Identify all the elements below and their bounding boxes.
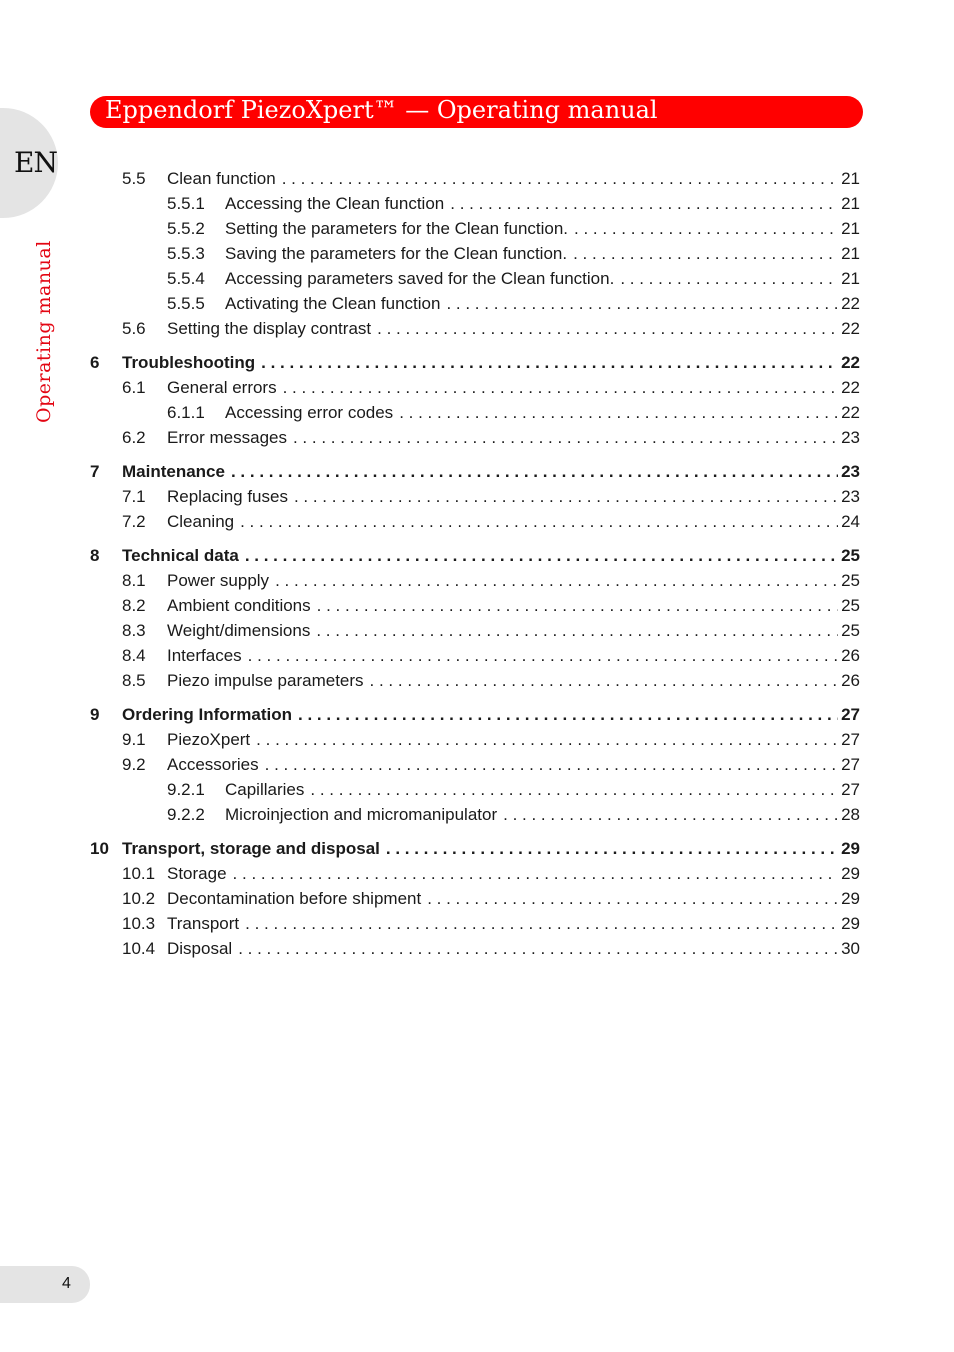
toc-entry-number: 9.2.2	[167, 805, 205, 824]
toc-dot-leader	[238, 936, 838, 961]
toc-entry-number: 6.1.1	[167, 403, 205, 422]
toc-entry-sub[interactable]	[90, 266, 860, 291]
toc-entry-title: Accessories	[167, 755, 259, 774]
toc-entry-title: Accessing the Clean function	[225, 194, 445, 213]
toc-entry-title: Saving the parameters for the Clean function.	[225, 244, 568, 263]
toc-dot-leader	[446, 291, 838, 316]
toc-entry-number: 9.2	[122, 755, 146, 774]
toc-entry-title: Ordering Information	[122, 705, 292, 724]
toc-dot-leader	[282, 166, 838, 191]
toc-entry-section[interactable]	[90, 568, 860, 593]
toc-entry-number: 7.1	[122, 487, 146, 506]
toc-dot-leader	[283, 375, 838, 400]
toc-entry-title: Setting the parameters for the Clean function.	[225, 219, 569, 238]
toc-entry-page: 24	[841, 512, 860, 531]
toc-entry-page: 25	[841, 546, 860, 565]
toc-entry-page: 23	[841, 487, 860, 506]
toc-entry-section[interactable]	[90, 936, 860, 961]
toc-entry-page: 27	[841, 730, 860, 749]
toc-entry-title: Capillaries	[225, 780, 305, 799]
toc-dot-leader	[298, 702, 838, 727]
toc-dot-leader	[377, 316, 838, 341]
toc-entry-title: Microinjection and micromanipulator	[225, 805, 498, 824]
toc-entry-title: Piezo impulse parameters	[167, 671, 364, 690]
toc-dot-leader	[275, 568, 838, 593]
toc-entry-section[interactable]	[90, 484, 860, 509]
toc-dot-leader	[370, 668, 839, 693]
toc-entry-chapter[interactable]	[90, 836, 860, 861]
toc-entry-number: 7	[90, 462, 100, 481]
toc-dot-leader	[574, 216, 838, 241]
toc-entry-title: Decontamination before shipment	[167, 889, 422, 908]
toc-entry-sub[interactable]	[90, 241, 860, 266]
toc-entry-page: 22	[841, 403, 860, 422]
toc-entry-sub[interactable]	[90, 777, 860, 802]
toc-dot-leader	[231, 459, 838, 484]
document-title: Eppendorf PiezoXpert™ — Operating manual	[105, 96, 658, 124]
toc-dot-leader	[427, 886, 838, 911]
toc-entry-number: 10.4	[122, 939, 156, 958]
toc-dot-leader	[450, 191, 838, 216]
toc-entry-page: 21	[841, 219, 860, 238]
toc-entry-title: Accessing parameters saved for the Clean function.	[225, 269, 615, 288]
toc-dot-leader	[399, 400, 838, 425]
toc-entry-chapter[interactable]	[90, 543, 860, 568]
toc-entry-section[interactable]	[90, 643, 860, 668]
toc-entry-page: 29	[841, 914, 860, 933]
toc-entry-title: Cleaning	[167, 512, 235, 531]
page-number-tab	[0, 1266, 90, 1303]
toc-entry-number: 5.5.4	[167, 269, 205, 288]
toc-entry-chapter[interactable]	[90, 702, 860, 727]
toc-entry-number: 5.5.1	[167, 194, 205, 213]
toc-dot-leader	[233, 861, 839, 886]
toc-entry-page: 21	[841, 244, 860, 263]
page-number: 4	[62, 1275, 71, 1292]
toc-dot-leader	[261, 350, 838, 375]
toc-entry-title: Disposal	[167, 939, 233, 958]
toc-entry-page: 27	[841, 705, 860, 724]
toc-entry-title: Troubleshooting	[122, 353, 256, 372]
toc-entry-title: General errors	[167, 378, 277, 397]
toc-dot-leader	[317, 593, 838, 618]
toc-entry-page: 28	[841, 805, 860, 824]
toc-entry-number: 10.2	[122, 889, 156, 908]
toc-entry-number: 6	[90, 353, 100, 372]
toc-entry-page: 21	[841, 169, 860, 188]
toc-dot-leader	[316, 618, 838, 643]
toc-entry-number: 8.2	[122, 596, 146, 615]
toc-dot-leader	[293, 425, 838, 450]
toc-entry-section[interactable]	[90, 752, 860, 777]
table-of-contents	[90, 166, 860, 961]
toc-entry-section[interactable]	[90, 886, 860, 911]
toc-dot-leader	[248, 643, 838, 668]
toc-entry-title: Storage	[167, 864, 227, 883]
toc-entry-page: 21	[841, 269, 860, 288]
toc-entry-title: Accessing error codes	[225, 403, 394, 422]
toc-entry-number: 5.5	[122, 169, 146, 188]
toc-entry-page: 26	[841, 671, 860, 690]
toc-entry-section[interactable]	[90, 166, 860, 191]
toc-entry-title: Replacing fuses	[167, 487, 288, 506]
toc-entry-number: 5.5.5	[167, 294, 205, 313]
toc-entry-page: 21	[841, 194, 860, 213]
toc-entry-title: Transport, storage and disposal	[122, 839, 380, 858]
toc-entry-sub[interactable]	[90, 291, 860, 316]
toc-entry-title: Setting the display contrast	[167, 319, 372, 338]
toc-entry-page: 25	[841, 596, 860, 615]
toc-entry-section[interactable]	[90, 911, 860, 936]
toc-entry-page: 29	[841, 839, 860, 858]
toc-entry-page: 27	[841, 755, 860, 774]
toc-entry-number: 6.2	[122, 428, 146, 447]
toc-entry-number: 5.5.3	[167, 244, 205, 263]
toc-dot-leader	[386, 836, 838, 861]
toc-dot-leader	[256, 727, 838, 752]
toc-entry-number: 8	[90, 546, 100, 565]
toc-entry-section[interactable]	[90, 618, 860, 643]
toc-dot-leader	[240, 509, 838, 534]
toc-entry-page: 29	[841, 889, 860, 908]
toc-entry-sub[interactable]	[90, 400, 860, 425]
toc-entry-page: 27	[841, 780, 860, 799]
toc-entry-title: Interfaces	[167, 646, 242, 665]
toc-entry-title: Clean function	[167, 169, 276, 188]
toc-entry-number: 10.1	[122, 864, 156, 883]
side-section-title: Operating manual	[33, 240, 55, 423]
toc-entry-number: 8.3	[122, 621, 146, 640]
toc-entry-section[interactable]	[90, 375, 860, 400]
toc-entry-section[interactable]	[90, 668, 860, 693]
toc-entry-page: 23	[841, 428, 860, 447]
toc-entry-number: 5.6	[122, 319, 146, 338]
toc-entry-title: Maintenance	[122, 462, 225, 481]
language-code: EN	[14, 146, 57, 179]
toc-entry-number: 5.5.2	[167, 219, 205, 238]
toc-entry-section[interactable]	[90, 727, 860, 752]
toc-entry-title: Ambient conditions	[167, 596, 311, 615]
toc-entry-number: 9	[90, 705, 100, 724]
toc-entry-title: Error messages	[167, 428, 287, 447]
toc-entry-number: 6.1	[122, 378, 146, 397]
toc-entry-number: 9.1	[122, 730, 146, 749]
toc-entry-title: Technical data	[122, 546, 239, 565]
toc-dot-leader	[265, 752, 838, 777]
toc-entry-page: 25	[841, 621, 860, 640]
toc-entry-title: Weight/dimensions	[167, 621, 311, 640]
toc-dot-leader	[294, 484, 838, 509]
toc-entry-sub[interactable]	[90, 191, 860, 216]
toc-dot-leader	[310, 777, 838, 802]
toc-entry-page: 22	[841, 378, 860, 397]
toc-entry-number: 9.2.1	[167, 780, 205, 799]
toc-dot-leader	[245, 543, 838, 568]
toc-entry-number: 8.1	[122, 571, 146, 590]
toc-dot-leader	[245, 911, 838, 936]
toc-entry-page: 29	[841, 864, 860, 883]
toc-entry-chapter[interactable]	[90, 350, 860, 375]
toc-entry-number: 10	[90, 839, 109, 858]
toc-dot-leader	[503, 802, 838, 827]
toc-entry-title: Transport	[167, 914, 240, 933]
toc-entry-page: 26	[841, 646, 860, 665]
toc-entry-section[interactable]	[90, 316, 860, 341]
toc-entry-number: 7.2	[122, 512, 146, 531]
toc-entry-chapter[interactable]	[90, 459, 860, 484]
toc-entry-sub[interactable]	[90, 802, 860, 827]
toc-entry-page: 30	[841, 939, 860, 958]
toc-entry-page: 22	[841, 319, 860, 338]
toc-entry-section[interactable]	[90, 593, 860, 618]
toc-entry-page: 22	[841, 294, 860, 313]
toc-entry-page: 23	[841, 462, 860, 481]
toc-entry-title: PiezoXpert	[167, 730, 251, 749]
toc-dot-leader	[573, 241, 838, 266]
toc-entry-number: 8.4	[122, 646, 146, 665]
toc-entry-title: Activating the Clean function	[225, 294, 441, 313]
toc-entry-number: 8.5	[122, 671, 146, 690]
toc-entry-section[interactable]	[90, 861, 860, 886]
toc-entry-section[interactable]	[90, 509, 860, 534]
toc-entry-page: 22	[841, 353, 860, 372]
toc-entry-number: 10.3	[122, 914, 156, 933]
toc-entry-title: Power supply	[167, 571, 270, 590]
toc-entry-sub[interactable]	[90, 216, 860, 241]
toc-entry-page: 25	[841, 571, 860, 590]
toc-entry-section[interactable]	[90, 425, 860, 450]
toc-dot-leader	[620, 266, 838, 291]
